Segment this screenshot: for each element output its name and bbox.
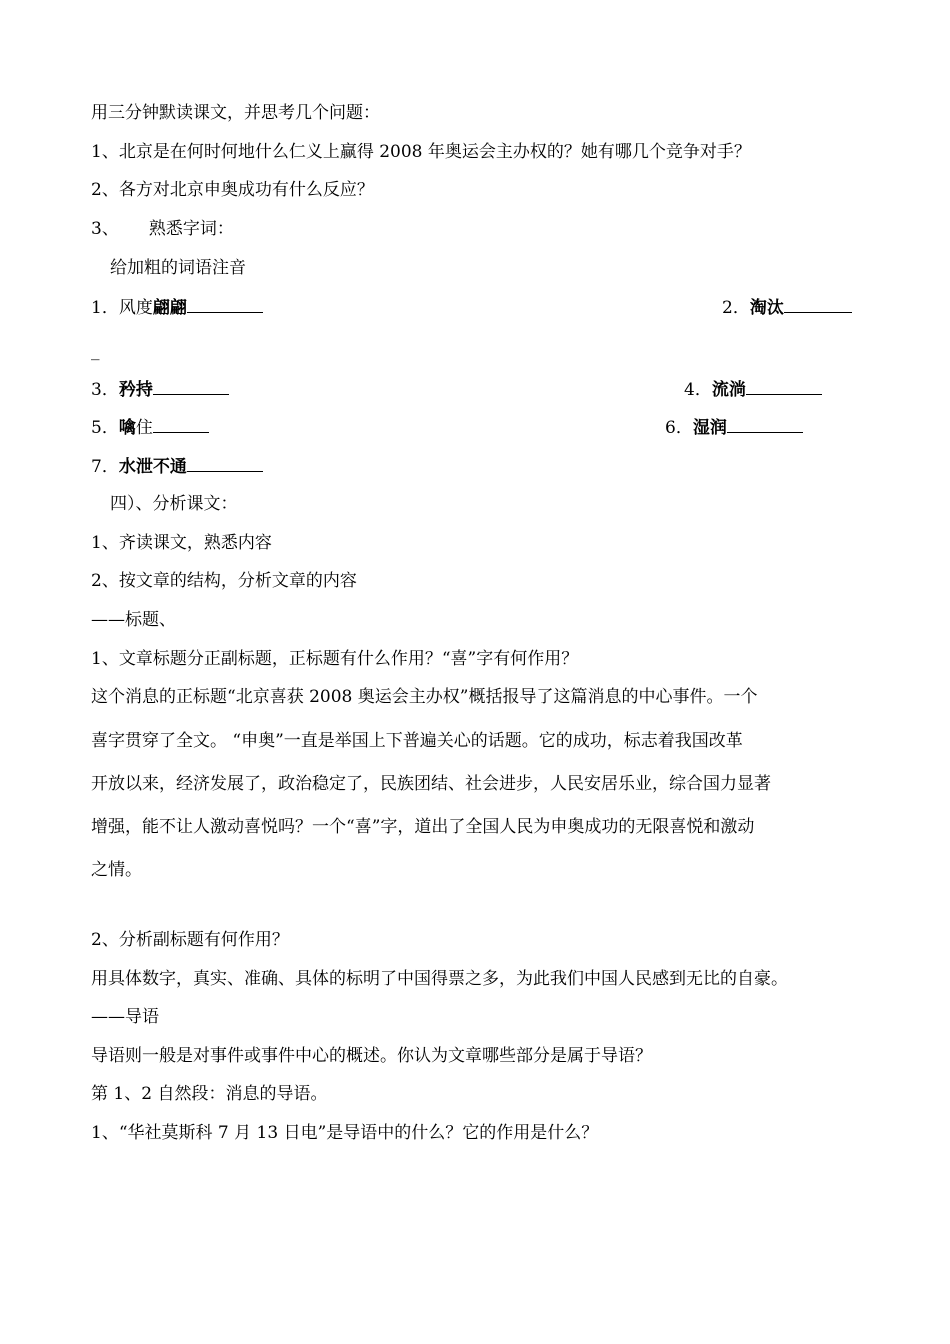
vocab-plain: 住 — [135, 418, 153, 438]
answer-1-line: 喜字贯穿了全文。 “申奥”一直是举国上下普遍关心的话题。它的成功，标志着我国改革 — [91, 731, 743, 751]
answer-blank[interactable] — [153, 378, 229, 395]
lead-answer: 第 1、2 自然段：消息的导语。 — [91, 1084, 328, 1104]
answer-1-line: 增强，能不让人激动喜悦吗？一个“喜”字，道出了全国人民为申奥成功的无限喜悦和激动 — [91, 817, 755, 837]
answer-1-line: 这个消息的正标题“北京喜获 2008 奥运会主办权”概括报导了这篇消息的中心事件。一个 — [91, 687, 758, 707]
vocab-bold-word: 流淌 — [711, 380, 746, 400]
vocab-bold-word: 矜持 — [118, 380, 153, 400]
vocab-bold-word: 淘汰 — [749, 298, 784, 318]
question-3 — [91, 218, 234, 240]
vocab-number: 2． — [722, 298, 750, 318]
section-4-heading: 四）、分析课文： — [110, 494, 238, 514]
question-1: 1、北京是在何时何地什么仁义上赢得 2008 年奥运会主办权的？她有哪几个竞争对手？ — [91, 142, 751, 162]
subtitle-question: 2、分析副标题有何作用？ — [91, 930, 289, 950]
vocab-number: 7． — [91, 457, 119, 477]
vocab-number: 6． — [665, 418, 693, 438]
vocab-number: 1． — [91, 298, 119, 318]
vocab-bold-word: 水泄不通 — [118, 457, 187, 477]
vocab-number: 4． — [684, 380, 712, 400]
answer-1-line: 之情。 — [91, 860, 142, 880]
answer-blank[interactable] — [153, 416, 209, 433]
question-2: 2、各方对北京申奥成功有什么反应？ — [91, 180, 374, 200]
answer-blank[interactable] — [187, 455, 263, 472]
lead-question: 导语则一般是对事件或事件中心的概述。你认为文章哪些部分是属于导语？ — [91, 1046, 652, 1066]
pinyin-instruction: 给加粗的词语注音 — [110, 258, 246, 278]
vocab-item-3 — [91, 378, 229, 401]
vocab-item-6 — [665, 416, 803, 439]
vocab-item-7 — [91, 455, 263, 478]
subtitle-answer: 用具体数字，真实、准确、具体的标明了中国得票之多，为此我们中国人民感到无比的自豪。 — [91, 969, 788, 989]
answer-blank[interactable] — [727, 416, 803, 433]
answer-1-line: 开放以来，经济发展了，政治稳定了，民族团结、社会进步，人民安居乐业，综合国力显著 — [91, 774, 771, 794]
vocab-item-1 — [91, 296, 263, 319]
answer-blank[interactable] — [746, 378, 822, 395]
title-heading: ——标题、 — [91, 610, 176, 630]
question-3-number: 3、 — [91, 219, 119, 239]
lead-heading: ——导语 — [91, 1007, 159, 1027]
intro-text: 用三分钟默读课文，并思考几个问题： — [91, 103, 380, 123]
vocab-item-2 — [722, 296, 852, 319]
vocab-plain: 风度 — [118, 298, 153, 318]
lead-question-1: 1、“华社莫斯科 7 月 13 日电”是导语中的什么？它的作用是什么？ — [91, 1123, 599, 1143]
section-4-step-1: 1、齐读课文，熟悉内容 — [91, 533, 272, 553]
vocab-bold-word: 湿润 — [692, 418, 727, 438]
stray-mark: _ — [91, 341, 100, 361]
vocab-item-5 — [91, 416, 209, 439]
vocab-bold-word: 翩翩 — [152, 298, 187, 318]
question-3-text: 熟悉字词： — [148, 219, 234, 239]
section-4-step-2: 2、按文章的结构，分析文章的内容 — [91, 571, 357, 591]
vocab-bold-word: 噙 — [118, 418, 136, 438]
vocab-number: 3． — [91, 380, 119, 400]
vocab-item-4 — [684, 378, 822, 401]
answer-blank[interactable] — [784, 296, 852, 313]
title-question: 1、文章标题分正副标题，正标题有什么作用？“喜”字有何作用？ — [91, 649, 579, 669]
vocab-number: 5． — [91, 418, 119, 438]
answer-blank[interactable] — [187, 296, 263, 313]
